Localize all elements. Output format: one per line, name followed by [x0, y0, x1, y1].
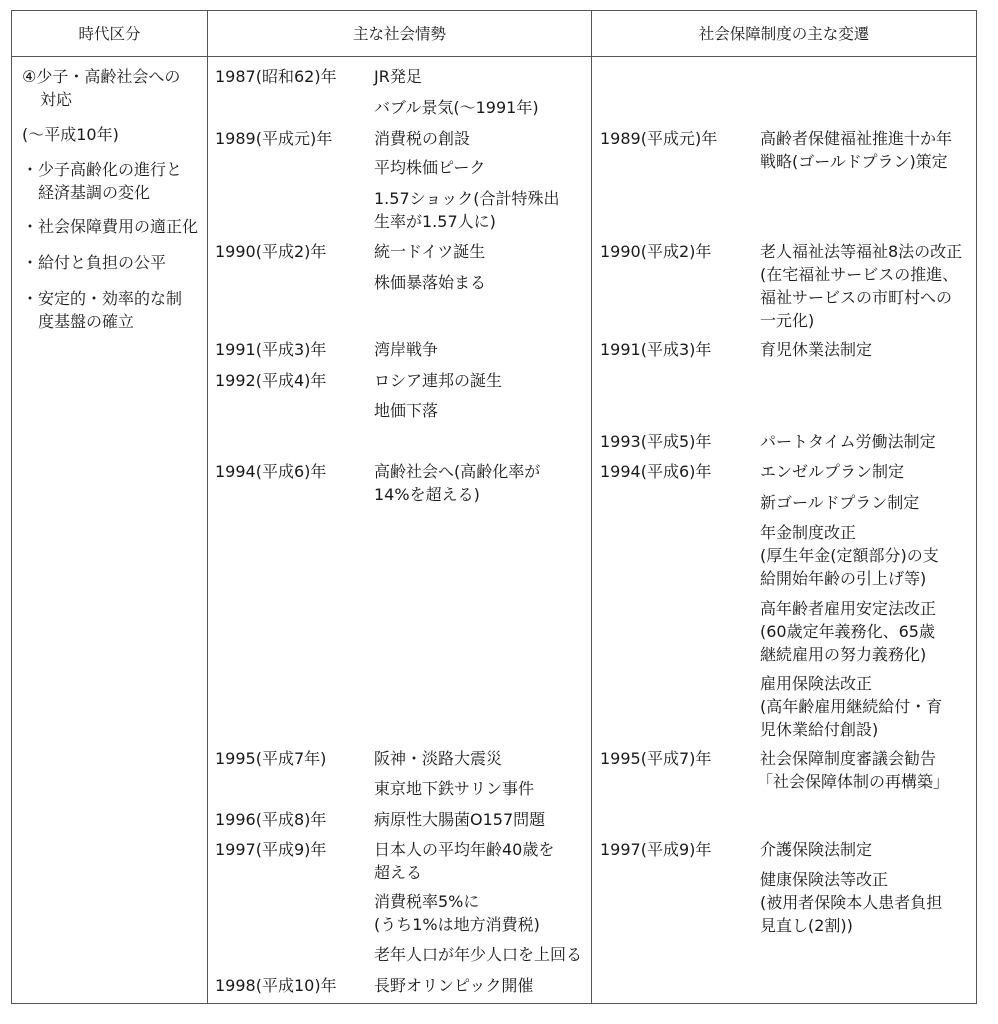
policy-event: (60歳定年義務化、65歳	[760, 622, 935, 641]
period-bullet: ・安定的・効率的な制	[22, 289, 183, 308]
social-event: 平均株価ピーク	[374, 158, 486, 177]
social-event: 地価下落	[374, 401, 439, 420]
policy-event: パートタイム労働法制定	[760, 432, 936, 451]
social-event: 長野オリンピック開催	[374, 976, 534, 995]
header-policy: 社会保障制度の主な変遷	[698, 25, 870, 43]
policy-event: (厚生年金(定額部分)の支	[760, 546, 939, 565]
header-social: 主な社会情勢	[352, 25, 446, 43]
column-divider	[207, 11, 208, 1003]
period-bullet-cont: 度基盤の確立	[38, 312, 135, 331]
policy-event: 雇用保険法改正	[760, 674, 873, 693]
social-year: 1992(平成4)年	[215, 371, 327, 390]
policy-event: 老人福祉法等福祉8法の改正	[760, 242, 963, 261]
social-event: 生率が1.57人に)	[374, 212, 496, 231]
social-year: 1997(平成9)年	[215, 840, 327, 859]
policy-event: 「社会保障体制の再構築」	[757, 772, 950, 791]
policy-event: 年金制度改正	[760, 523, 857, 542]
social-event: バブル景気(〜1991年)	[374, 98, 539, 117]
policy-year: 1995(平成7)年	[600, 749, 712, 768]
social-event: (うち1%は地方消費税)	[374, 915, 540, 934]
social-event: 消費税の創設	[374, 129, 471, 148]
policy-event: 社会保障制度審議会勧告	[760, 749, 937, 768]
social-event: 14%を超える)	[374, 485, 480, 504]
policy-event: 高年齢者雇用安定法改正	[760, 599, 937, 618]
social-year: 1990(平成2)年	[215, 242, 327, 261]
policy-event: (高年齢雇用継続給付・育	[760, 697, 943, 716]
social-year: 1991(平成3)年	[215, 340, 327, 359]
social-year: 1996(平成8)年	[215, 810, 327, 829]
policy-event: 一元化)	[760, 311, 815, 330]
period-range: (〜平成10年)	[22, 125, 119, 144]
social-year: 1994(平成6)年	[215, 462, 327, 481]
policy-year: 1994(平成6)年	[600, 462, 712, 481]
social-event: ロシア連邦の誕生	[374, 371, 503, 390]
social-event: 消費税率5%に	[374, 892, 480, 911]
social-event: 阪神・淡路大震災	[374, 749, 503, 768]
policy-event: エンゼルプラン制定	[760, 462, 905, 481]
social-event: 湾岸戦争	[374, 340, 439, 359]
social-event: 統一ドイツ誕生	[374, 242, 486, 261]
social-event: 老年人口が年少人口を上回る	[374, 945, 583, 964]
social-year: 1989(平成元)年	[215, 129, 333, 148]
policy-event: 介護保険法制定	[760, 840, 873, 859]
policy-event: 見直し(2割))	[760, 916, 853, 935]
policy-event: 健康保険法等改正	[760, 870, 889, 889]
period-bullet: ・少子高齢化の進行と	[22, 160, 183, 179]
policy-event: (在宅福祉サービスの推進、	[760, 265, 959, 284]
social-event: 病原性大腸菌O157問題	[374, 810, 546, 829]
column-divider	[591, 11, 592, 1003]
policy-event: 児休業給付創設)	[760, 720, 879, 739]
social-event: 超える	[374, 863, 423, 882]
policy-event: 継続雇用の努力義務化)	[760, 645, 927, 664]
policy-event: 戦略(ゴールドプラン)策定	[760, 152, 948, 171]
header-period: 時代区分	[78, 25, 141, 43]
policy-event: 育児休業法制定	[760, 340, 873, 359]
social-year: 1987(昭和62)年	[215, 67, 337, 86]
policy-event: 給開始年齢の引上げ等)	[760, 569, 927, 588]
social-event: JR発足	[374, 67, 422, 86]
social-year: 1995(平成7年)	[215, 749, 327, 768]
period-bullet: ・社会保障費用の適正化	[22, 217, 199, 236]
policy-year: 1989(平成元)年	[600, 129, 718, 148]
social-year: 1998(平成10)年	[215, 976, 337, 995]
period-title-line1: ④少子・高齢社会への	[22, 67, 181, 86]
social-event: 高齢社会へ(高齢化率が	[374, 462, 541, 481]
policy-year: 1993(平成5)年	[600, 432, 712, 451]
social-event: 株価暴落始まる	[374, 273, 487, 292]
policy-event: (被用者保険本人患者負担	[760, 893, 943, 912]
policy-event: 福祉サービスの市町村への	[760, 288, 953, 307]
period-bullet: ・給付と負担の公平	[22, 253, 167, 272]
policy-year: 1991(平成3)年	[600, 340, 712, 359]
period-title-line2: 対応	[40, 90, 73, 109]
policy-year: 1997(平成9)年	[600, 840, 712, 859]
social-event: 日本人の平均年齢40歳を	[374, 840, 555, 859]
social-event: 東京地下鉄サリン事件	[374, 779, 535, 798]
period-bullet-cont: 経済基調の変化	[38, 183, 151, 202]
social-event: 1.57ショック(合計特殊出	[374, 189, 560, 208]
policy-event: 高齢者保健福祉推進十か年	[760, 129, 953, 148]
policy-event: 新ゴールドプラン制定	[760, 493, 920, 512]
policy-year: 1990(平成2)年	[600, 242, 712, 261]
